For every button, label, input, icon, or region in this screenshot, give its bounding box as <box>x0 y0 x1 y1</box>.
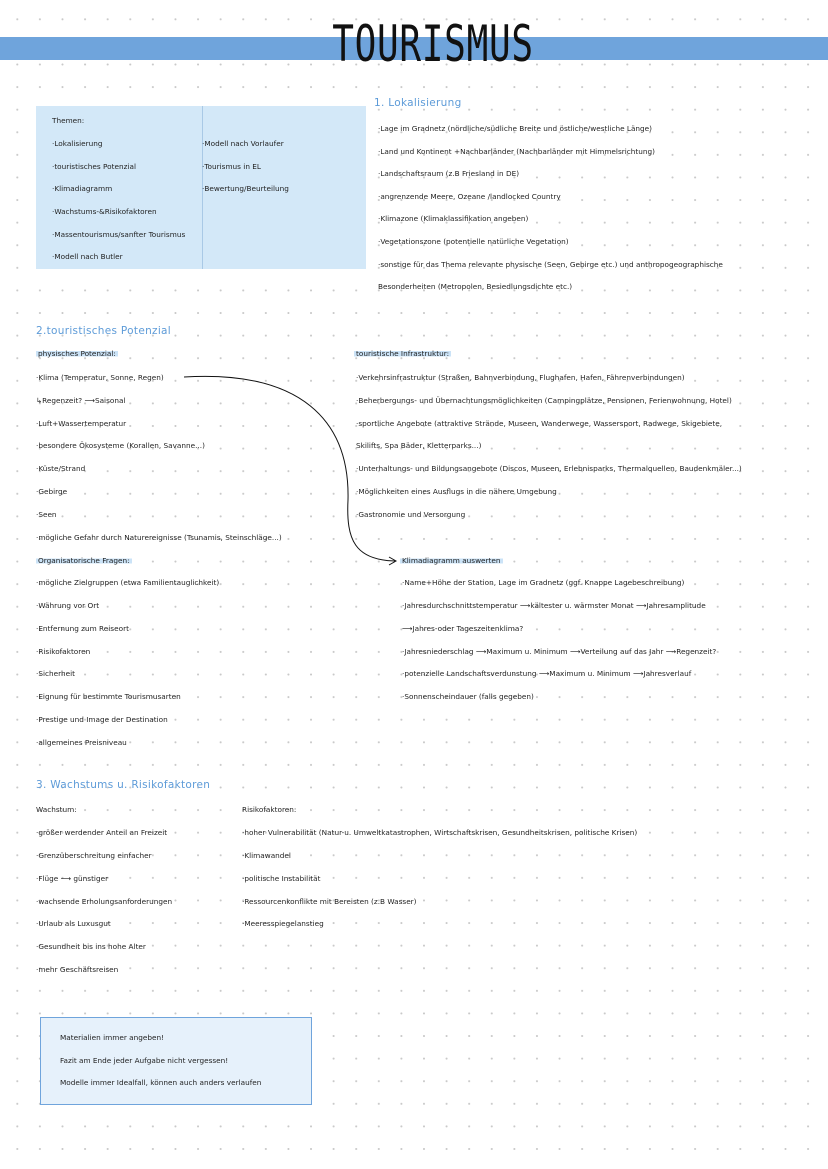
risiko-label: Risikofaktoren: <box>242 805 297 814</box>
physisch-item: ↳Regenzeit? ⟶Saisonal <box>36 396 126 405</box>
risiko-item: ·Klimawandel <box>242 851 291 860</box>
hint-item: Materialien immer angeben! <box>60 1033 165 1042</box>
theme-item: ·Lokalisierung <box>52 139 103 148</box>
klimadiagramm-item: ·Jahresniederschlag ⟶Maximum u. Minimum ⟶Verteilung auf das Jahr ⟶Regenzeit? <box>402 647 717 656</box>
infra-item: ·sportliche Angebote (attraktive Strände, Museen, Wanderwege, Wassersport, Radwege, Skigebiete, <box>356 419 723 428</box>
klimadiagramm-item: ⟶Jahres-oder Tageszeitenklima? <box>402 624 524 633</box>
physisch-label-text: physisches Potenzial: <box>38 349 116 358</box>
curved-arrow-head <box>389 557 396 565</box>
risiko-item: ·Ressourcenkonflikte mit Bereisten (z.B Wasser) <box>242 897 417 906</box>
klimadiagramm-item: ·Jahresdurchschnittstemperatur ⟶kältester u. wärmster Monat ⟶Jahresamplitude <box>402 601 706 610</box>
lokalisierung-item: ·Landschaftsraum (z.B Friesland in DE) <box>378 169 520 178</box>
organisatorisch-item: ·mögliche Zielgruppen (etwa Familientauglichkeit) <box>36 578 220 587</box>
organisatorisch-label-text: Organisatorische Fragen: <box>38 556 130 565</box>
page-title: TOURISMUS <box>332 15 534 73</box>
physisch-item: ·Luft+Wassertemperatur <box>36 419 127 428</box>
risiko-item: ·politische Instabilität <box>242 874 321 883</box>
organisatorisch-item: ·Prestige und Image der Destination <box>36 715 168 724</box>
wachstum-item: ·Gesundheit bis ins hohe Alter <box>36 942 146 951</box>
lokalisierung-item: ·Klimazone (Klimaklassifikation angeben) <box>378 214 529 223</box>
wachstum-item: ·Grenzüberschreitung einfacher <box>36 851 152 860</box>
organisatorisch-item: ·Risikofaktoren <box>36 647 91 656</box>
physisch-item: ·Küste/Strand <box>36 464 86 473</box>
lokalisierung-item: ·angrenzende Meere, Ozeane /landlocked Country <box>378 192 561 201</box>
theme-item: ·Tourismus in EL <box>202 162 261 171</box>
lokalisierung-item: ·Land und Kontinent +Nachbarländer (Nachbarländer mit Himmelsrichtung) <box>378 147 655 156</box>
physisch-item: ·mögliche Gefahr durch Naturereignisse (Tsunamis, Steinschläge...) <box>36 533 282 542</box>
wachstum-item: ·Flüge ⟶ günstiger <box>36 874 109 883</box>
klimadiagramm-item: ·potenzielle Landschaftsverdunstung ⟶Maximum u. Minimum ⟶Jahresverlauf <box>402 669 692 678</box>
wachstum-item: ·größer werdender Anteil an Freizeit <box>36 828 168 837</box>
lokalisierung-item: ·Lage im Gradnetz (nördliche/südliche Breite und östliche/westliche Länge) <box>378 124 653 133</box>
theme-item: ·Modell nach Vorlaufer <box>202 139 284 148</box>
klimadiagramm-item: ·Name+Höhe der Station, Lage im Gradnetz (ggf. Knappe Lagebeschreibung) <box>402 578 685 587</box>
theme-item: ·Massentourismus/sanfter Tourismus <box>52 230 186 239</box>
infra-label-text: touristische Infrastruktur: <box>356 349 450 358</box>
lokalisierung-heading: 1. Lokalisierung <box>374 97 462 109</box>
theme-item: ·Bewertung/Beurteilung <box>202 184 289 193</box>
infra-item: ·Beherbergungs- und Übernachtungsmöglichkeiten (Campingplätze, Pensionen, Ferienwohnung, Hotel) <box>356 396 732 405</box>
organisatorisch-item: ·allgemeines Preisniveau <box>36 738 127 747</box>
klimadiagramm-item: ·Sonnenscheindauer (falls gegeben) <box>402 692 534 701</box>
organisatorisch-label <box>36 556 132 566</box>
physisch-label <box>36 349 118 359</box>
klimadiagramm-label-text: Klimadiagramm auswerten <box>402 556 501 565</box>
theme-item: ·Wachstums-&Risikofaktoren <box>52 207 157 216</box>
wachstum-item: ·mehr Geschäftsreisen <box>36 965 119 974</box>
infra-item: Skilifts, Spa Bäder, Kletterparks...) <box>356 441 482 450</box>
risiko-item: ·Meeresspiegelanstieg <box>242 919 324 928</box>
infra-item: ·Unterhaltungs- und Bildungsangebote (Discos, Museen, Erlebnisparks, Thermalquellen, Baudenkmäler...) <box>356 464 742 473</box>
organisatorisch-item: ·Entfernung zum Reiseort <box>36 624 129 633</box>
physisch-item: ·besondere Ökosysteme (Korallen, Savanne...) <box>36 441 205 450</box>
risiko-item: ·hoher Vulnerabilität (Natur-u. Umweltkatastrophen, Wirtschaftskrisen, Gesundheitskrisen, politische Krisen) <box>242 828 638 837</box>
theme-item: ·touristisches Potenzial <box>52 162 136 171</box>
organisatorisch-item: ·Sicherheit <box>36 669 75 678</box>
lokalisierung-item: Besonderheiten (Metropolen, Besiedlungsdichte etc.) <box>378 282 573 291</box>
wachstum-item: ·wachsende Erholungsanforderungen <box>36 897 173 906</box>
theme-item: ·Klimadiagramm <box>52 184 113 193</box>
lokalisierung-item: ·Vegetationszone (potentielle natürliche Vegetation) <box>378 237 569 246</box>
infra-label <box>354 349 451 359</box>
theme-item: ·Modell nach Butler <box>52 252 123 261</box>
infra-item: ·Gastronomie und Versorgung <box>356 510 466 519</box>
potenzial-heading: 2.touristisches Potenzial <box>36 325 172 337</box>
organisatorisch-item: ·Eignung für bestimmte Tourismusarten <box>36 692 181 701</box>
lokalisierung-item: ·sonstige für das Thema relevante physische (Seen, Gebirge etc.) und anthropogeographische <box>378 260 723 269</box>
hint-item: Fazit am Ende jeder Aufgabe nicht vergessen! <box>60 1056 229 1065</box>
infra-item: ·Verkehrsinfrastruktur (Straßen, Bahnverbindung, Flughafen, Hafen, Fährenverbindungen) <box>356 373 685 382</box>
themes-heading: Themen: <box>52 116 85 125</box>
wachstum-item: ·Urlaub als Luxusgut <box>36 919 111 928</box>
physisch-item: ·Gebirge <box>36 487 68 496</box>
infra-item: ·Möglichkeiten eines Ausflugs in die nähere Umgebung <box>356 487 557 496</box>
wachstum-label: Wachstum: <box>36 805 77 814</box>
klimadiagramm-label <box>400 556 503 566</box>
physisch-item: ·Klima (Temperatur, Sonne, Regen) <box>36 373 164 382</box>
faktoren-heading: 3. Wachstums u. Risikofaktoren <box>36 779 211 791</box>
physisch-item: ·Seen <box>36 510 57 519</box>
hint-item: Modelle immer Idealfall, können auch anders verlaufen <box>60 1078 262 1087</box>
organisatorisch-item: ·Währung vor Ort <box>36 601 100 610</box>
